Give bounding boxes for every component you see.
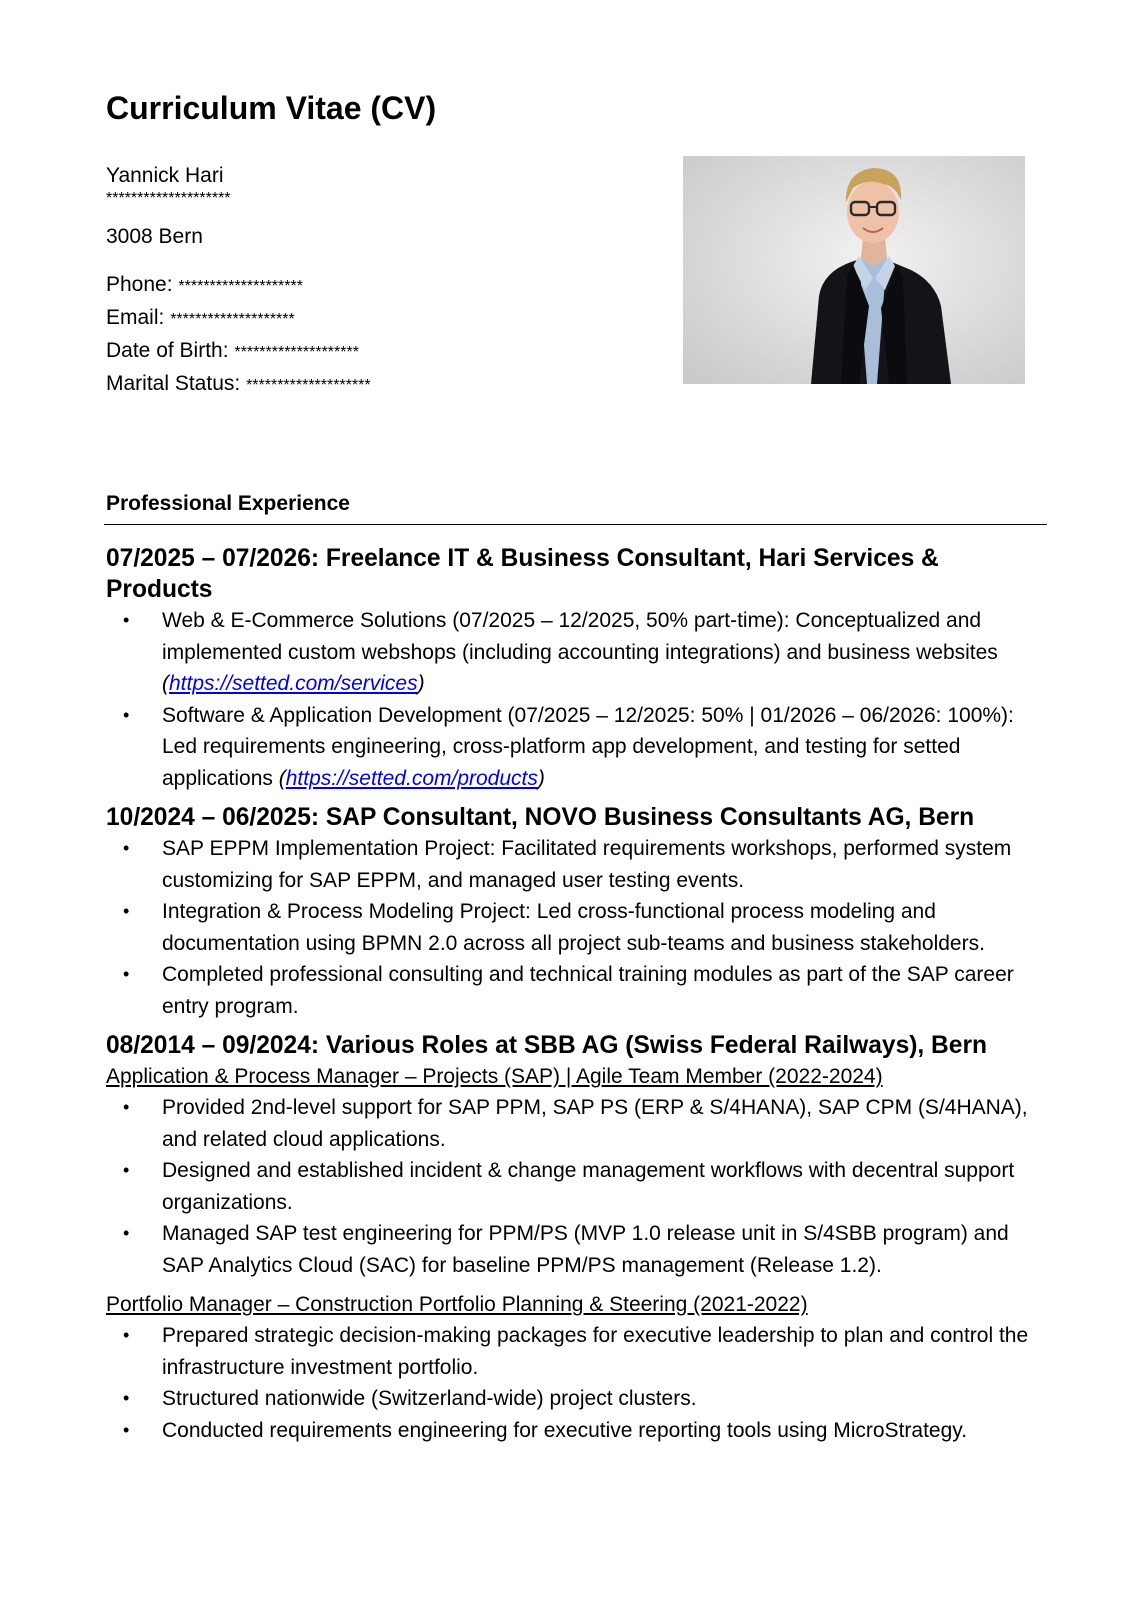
job-entry: [106, 802, 1046, 1022]
bullet-icon: •: [123, 1160, 130, 1180]
job-title: 10/2024 – 06/2025: SAP Consultant, NOVO Business Consultants AG, Bern: [106, 804, 975, 831]
bullet-text: Web & E-Commerce Solutions (07/2025 – 12/2025, 50% part-time): Conceptualized and implemented custom webshops (including accounting integrations) and business websites: [162, 609, 998, 664]
list-item: [106, 1383, 1046, 1415]
role-title: Portfolio Manager – Construction Portfolio Planning & Steering (2021-2022): [106, 1293, 808, 1316]
bullet-text: SAP EPPM Implementation Project: Facilitated requirements workshops, performed system customizing for SAP EPPM, and managed user testing events.: [162, 837, 1012, 892]
job-entry: [106, 543, 1046, 794]
dob-line: [106, 334, 371, 367]
dob-label: Date of Birth:: [106, 339, 235, 362]
job-bullets: [106, 833, 1046, 1022]
phone-label: Phone:: [106, 273, 179, 296]
experience-content: [106, 543, 1046, 1454]
bullet-text: Managed SAP test engineering for PPM/PS (MVP 1.0 release unit in S/4SBB program) and SAP Analytics Cloud (SAC) for baseline PPM/PS management (Release 1.2).: [162, 1222, 1009, 1277]
list-item: [106, 896, 1046, 959]
page-title: Curriculum Vitae (CV): [106, 90, 437, 126]
bullet-icon: •: [123, 964, 130, 984]
contact-block: [106, 268, 371, 400]
bullet-icon: •: [123, 1223, 130, 1243]
email-value: ********************: [170, 311, 295, 328]
bullet-icon: •: [123, 1097, 130, 1117]
job-bullets: [106, 605, 1046, 794]
phone-value: ********************: [178, 278, 303, 295]
phone-line: [106, 268, 371, 301]
face-shape: [847, 181, 899, 243]
bullet-icon: •: [123, 610, 130, 630]
personal-info: [106, 162, 371, 400]
bullet-icon: •: [123, 1388, 130, 1408]
full-name: Yannick Hari: [106, 164, 224, 187]
list-item: [106, 1092, 1046, 1155]
marital-label: Marital Status:: [106, 372, 247, 395]
bullet-text: Designed and established incident & change management workflows with decentral support organizations.: [162, 1159, 1015, 1214]
portrait-photo-svg: [683, 156, 1025, 384]
list-item: [106, 1415, 1046, 1447]
bullet-text: Provided 2nd-level support for SAP PPM, SAP PS (ERP & S/4HANA), SAP CPM (S/4HANA), and related cloud applications.: [162, 1096, 1028, 1151]
email-line: [106, 301, 371, 334]
list-item: • Web & E-Commerce Solutions (07/2025 – 12/2025, 50% part-time): Conceptualized and implemented custom webshops (including accounting integrations) and business websites (https://setted.com/services): [106, 605, 1046, 700]
list-item: [106, 833, 1046, 896]
bullet-text: Software & Application Development (07/2025 – 12/2025: 50% | 01/2026 – 06/2026: 100%): Led requirements engineering, cross-platform app development, and testing for setted applications: [162, 703, 1014, 790]
list-item: [106, 1218, 1046, 1281]
email-label: Email:: [106, 306, 171, 329]
bullet-icon: •: [123, 838, 130, 858]
bullet-icon: •: [123, 901, 130, 921]
role-bullets: [106, 1092, 1046, 1281]
bullet-icon: •: [123, 704, 130, 725]
products-link[interactable]: https://setted.com/products: [285, 766, 538, 790]
dob-value: ********************: [234, 344, 359, 361]
portrait-photo: [683, 156, 1025, 384]
city: 3008 Bern: [106, 225, 203, 248]
bullet-text: Prepared strategic decision-making packages for executive leadership to plan and control the infrastructure investment portfolio.: [162, 1324, 1029, 1379]
marital-line: [106, 367, 371, 400]
bullet-text: Conducted requirements engineering for executive reporting tools using MicroStrategy.: [162, 1418, 968, 1442]
address-masked: ********************: [106, 190, 231, 207]
section-divider: [104, 524, 1047, 525]
role-bullets: [106, 1320, 1046, 1446]
list-item: • Software & Application Development (07/2025 – 12/2025: 50% | 01/2026 – 06/2026: 100%): Led requirements engineering, cross-platform app development, and testing for setted applications (https://setted.com/products): [106, 700, 1046, 795]
bullet-text: Integration & Process Modeling Project: Led cross-functional process modeling and documentation using BPMN 2.0 across all project sub-teams and business stakeholders.: [162, 900, 985, 955]
section-heading-professional-experience: Professional Experience: [106, 492, 350, 515]
list-item: [106, 1320, 1046, 1383]
bullet-icon: •: [123, 1325, 130, 1345]
list-item: [106, 1155, 1046, 1218]
list-item: [106, 959, 1046, 1022]
bullet-text: Completed professional consulting and technical training modules as part of the SAP career entry program.: [162, 963, 1014, 1018]
bullet-icon: •: [123, 1419, 130, 1440]
job-entry: [106, 1030, 1046, 1446]
marital-value: ********************: [246, 377, 371, 394]
job-title: 08/2014 – 09/2024: Various Roles at SBB AG (Swiss Federal Railways), Bern: [106, 1032, 988, 1059]
services-link[interactable]: https://setted.com/services: [169, 672, 418, 695]
job-title: 07/2025 – 07/2026: Freelance IT & Business Consultant, Hari Services & Products: [106, 545, 939, 603]
role-title: Application & Process Manager – Projects (SAP) | Agile Team Member (2022-2024): [106, 1065, 883, 1088]
bullet-text: Structured nationwide (Switzerland-wide) project clusters.: [162, 1387, 697, 1410]
